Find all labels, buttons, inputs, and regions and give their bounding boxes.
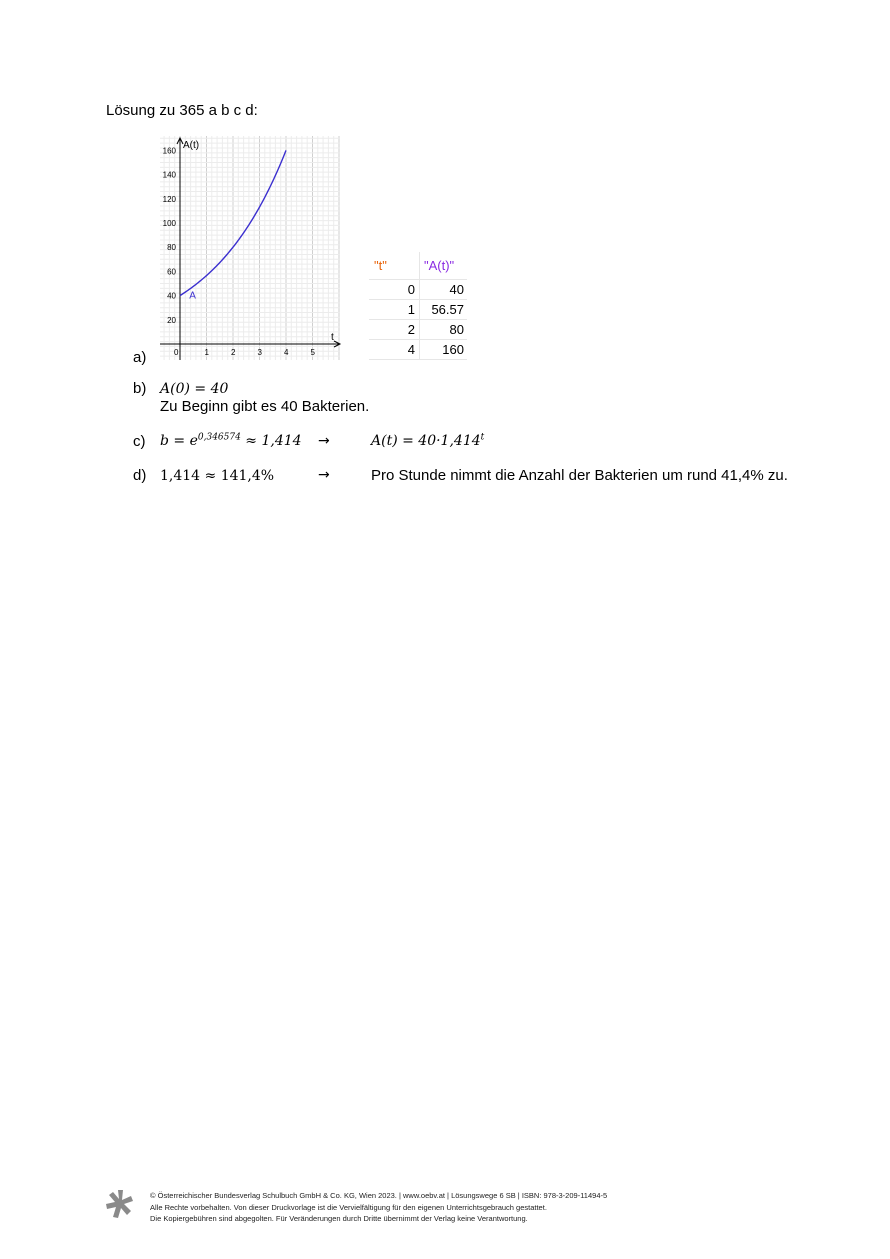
y-tick-label: 100 xyxy=(162,219,176,228)
table-cell: 1 xyxy=(369,300,420,320)
part-d-formula: 1,414 ≈ 141,4% xyxy=(160,468,275,484)
table-row xyxy=(369,280,467,300)
part-b-formula: A(0) = 40 xyxy=(160,381,229,397)
footer-line-2: Alle Rechte vorbehalten. Von dieser Druckvorlage ist die Vervielfältigung für den eigenen Unterrichtsgebrauch gestattet. xyxy=(150,1202,547,1212)
table-cell: 56.57 xyxy=(420,300,468,320)
value-table-header xyxy=(369,252,467,280)
table-row xyxy=(369,320,467,340)
y-tick-label: 120 xyxy=(162,194,176,204)
x-tick-label: 3 xyxy=(257,348,262,357)
table-cell: 2 xyxy=(369,320,420,340)
table-row xyxy=(369,300,467,320)
value-table-header-t: "t" xyxy=(369,252,420,280)
x-tick-label: 4 xyxy=(284,348,289,357)
x-tick-label: 5 xyxy=(310,348,315,357)
part-c-exponent-right: t xyxy=(480,432,485,443)
part-c-label: c) xyxy=(133,433,146,450)
graph-grid xyxy=(160,136,340,360)
x-tick-label: 1 xyxy=(204,348,209,357)
value-table xyxy=(369,252,467,360)
table-cell: 0 xyxy=(369,280,420,300)
part-c-base: b = e xyxy=(160,433,198,449)
x-axis-label: t xyxy=(331,332,334,343)
part-b-text: Zu Beginn gibt es 40 Bakterien. xyxy=(160,398,370,415)
table-row xyxy=(369,340,467,360)
x-tick-label: 0 xyxy=(174,348,179,357)
y-tick-label: 60 xyxy=(167,267,176,277)
footer-line-3: Die Kopiergebühren sind abgegolten. Für Veränderungen durch Dritte übernimmt der Verlag keine Verantwortung. xyxy=(150,1214,528,1223)
y-axis-label: A(t) xyxy=(183,140,200,151)
arrow-icon: → xyxy=(318,467,330,483)
curve-label: A xyxy=(189,290,196,302)
publisher-logo-icon xyxy=(104,1188,136,1220)
table-cell: 40 xyxy=(420,280,468,300)
part-b-label: b) xyxy=(133,380,147,397)
part-c-approx: ≈ 1,414 xyxy=(245,433,302,449)
part-c-formula-left xyxy=(160,433,302,449)
part-d-label: d) xyxy=(133,467,147,484)
part-c-exponent: 0,346574 xyxy=(197,432,241,443)
part-a-label: a) xyxy=(133,349,147,366)
part-c-function: A(t) = 40·1,414 xyxy=(371,433,481,449)
y-tick-label: 140 xyxy=(162,170,176,180)
x-tick-label: 2 xyxy=(231,348,236,357)
table-cell: 80 xyxy=(420,320,468,340)
y-tick-label: 20 xyxy=(167,315,176,325)
part-c-formula-right xyxy=(371,433,484,449)
part-d-text: Pro Stunde nimmt die Anzahl der Bakterien um rund 41,4% zu. xyxy=(371,467,788,484)
arrow-icon: → xyxy=(318,433,330,449)
page-title: Lösung zu 365 a b c d: xyxy=(106,102,258,119)
value-table-header-at: "A(t)" xyxy=(420,252,468,280)
footer xyxy=(150,1190,607,1225)
y-tick-label: 40 xyxy=(167,291,176,301)
table-cell: 4 xyxy=(369,340,420,360)
footer-line-1: © Österreichischer Bundesverlag Schulbuch GmbH & Co. KG, Wien 2023. | www.oebv.at | Lösungswege 6 SB | ISBN: 978-3-209-11494-5 xyxy=(150,1191,608,1200)
exponential-graph xyxy=(158,134,344,364)
table-cell: 160 xyxy=(420,340,468,360)
y-tick-label: 160 xyxy=(162,146,176,156)
y-tick-label: 80 xyxy=(167,243,176,253)
